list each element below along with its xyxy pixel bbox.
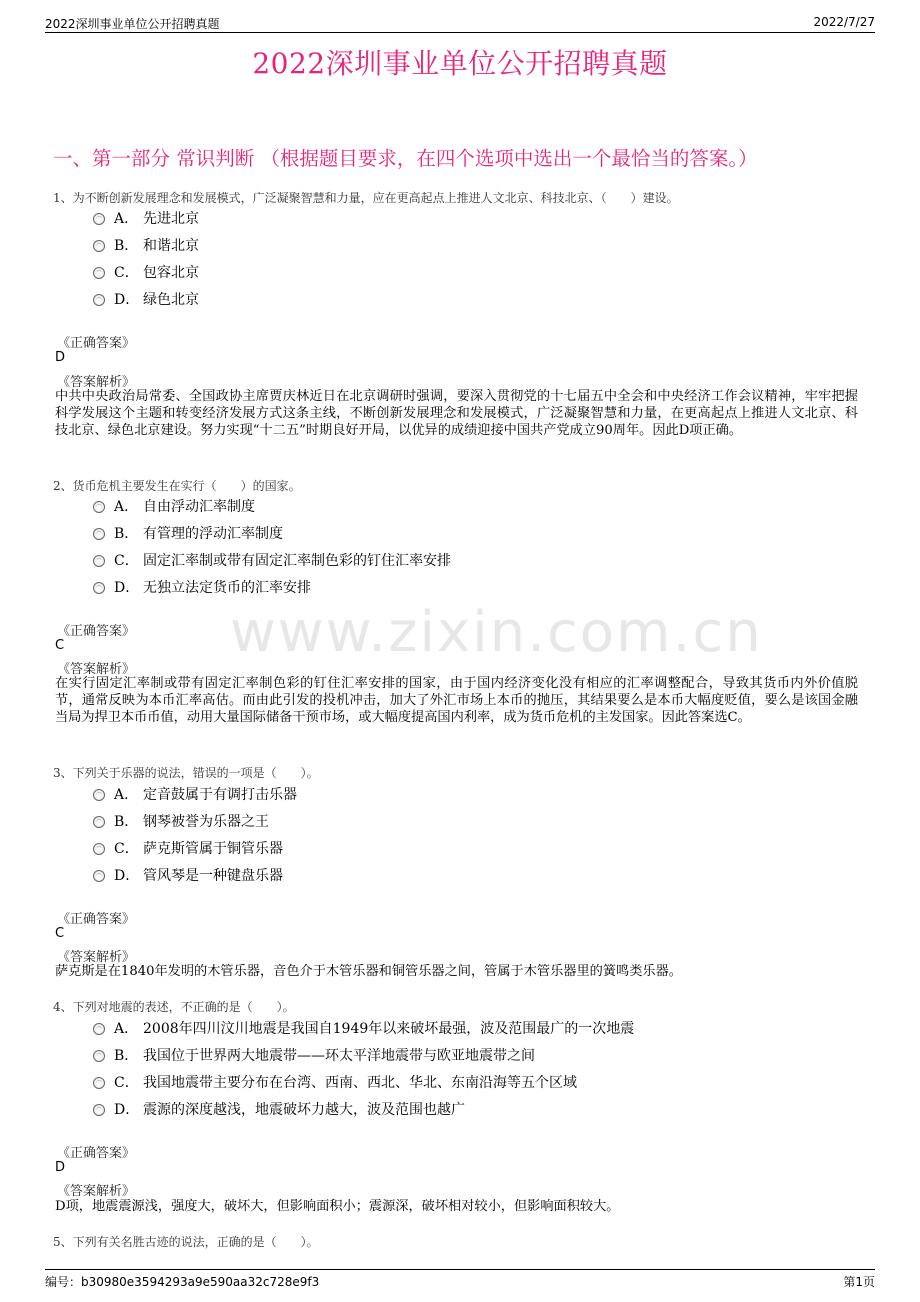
- option-text: 先进北京: [143, 211, 199, 227]
- option-text: 定音鼓属于有调打击乐器: [143, 787, 297, 803]
- question-2-analysis: 在实行固定汇率制或带有固定汇率制色彩的钉住汇率安排的国家，由于国内经济变化没有相应的汇率调整配合，导致其货币内外价值脱节，通常反映为本币汇率高估。而由此引发的投机冲击，加大了外汇市场上本币的抛压，其结果要么是本币大幅度贬值，要么是该国金融当局为捍卫本币币值，动用大量国际储备干预市场，或大幅度提高国内利率，成为货币危机的主发国家。因此答案选C。: [55, 676, 858, 725]
- answer-label: 《正确答案》: [57, 1146, 136, 1161]
- radio-icon[interactable]: [93, 843, 105, 855]
- question-3-analysis: 萨克斯是在1840年发明的木管乐器，音色介于木管乐器和铜管乐器之间，管属于木管乐器里的簧鸣类乐器。: [55, 964, 682, 979]
- question-2-text: 2、货币危机主要发生在实行（ ）的国家。: [53, 479, 301, 493]
- option-letter: D．: [114, 1102, 140, 1118]
- radio-icon[interactable]: [93, 267, 105, 279]
- option-letter: B．: [114, 814, 139, 830]
- option-text: 固定汇率制或带有固定汇率制色彩的钉住汇率安排: [143, 553, 451, 569]
- header-date: 2022/7/27: [813, 15, 875, 29]
- question-3-answer: C: [55, 926, 65, 941]
- analysis-label: 《答案解析》: [57, 662, 136, 677]
- document-id: 编号：b30980e3594293a9e590aa32c728e9f3: [45, 1275, 320, 1289]
- option-letter: B．: [114, 526, 139, 542]
- answer-label: 《正确答案》: [57, 912, 136, 927]
- analysis-label: 《答案解析》: [57, 1184, 136, 1199]
- option-text: 包容北京: [143, 265, 199, 281]
- option-letter: D．: [114, 868, 140, 884]
- header-doc-title: 2022深圳事业单位公开招聘真题: [45, 17, 220, 31]
- analysis-label: 《答案解析》: [57, 950, 136, 965]
- answer-label: 《正确答案》: [57, 624, 136, 639]
- radio-icon[interactable]: [93, 870, 105, 882]
- option-letter: B．: [114, 1048, 139, 1064]
- option-letter: B．: [114, 238, 139, 254]
- option-letter: C．: [114, 265, 139, 281]
- question-4-answer: D: [55, 1160, 66, 1175]
- section-heading: 一、第一部分 常识判断 （根据题目要求，在四个选项中选出一个最恰当的答案。）: [53, 147, 758, 170]
- radio-icon[interactable]: [93, 1023, 105, 1035]
- option-text: 自由浮动汇率制度: [143, 499, 255, 515]
- question-1-text: 1、为不断创新发展理念和发展模式，广泛凝聚智慧和力量，应在更高起点上推进人文北京、科技北京、（ ）建设。: [53, 191, 679, 205]
- radio-icon[interactable]: [93, 816, 105, 828]
- question-1-analysis: 中共中央政治局常委、全国政协主席贾庆林近日在北京调研时强调，要深入贯彻党的十七届五中全会和中央经济工作会议精神，牢牢把握科学发展这个主题和转变经济发展方式这条主线，不断创新发展理念和发展模式，广泛凝聚智慧和力量，在更高起点上推进人文北京、科技北京、绿色北京建设。努力实现“十二五”时期良好开局，以优异的成绩迎接中国共产党成立90周年。因此D项正确。: [55, 389, 858, 438]
- option-text: 管风琴是一种键盘乐器: [143, 868, 283, 884]
- option-letter: A．: [114, 499, 139, 515]
- question-2-answer: C: [55, 638, 65, 653]
- analysis-label: 《答案解析》: [57, 375, 136, 390]
- option-letter: A．: [114, 787, 139, 803]
- question-4-text: 4、下列对地震的表述，不正确的是（ ）。: [53, 1000, 295, 1014]
- option-letter: D．: [114, 292, 140, 308]
- option-letter: C．: [114, 841, 139, 857]
- page-footer: [45, 1269, 875, 1294]
- radio-icon[interactable]: [93, 555, 105, 567]
- answer-label: 《正确答案》: [57, 336, 136, 351]
- radio-icon[interactable]: [93, 1077, 105, 1089]
- document-title: 2022深圳事业单位公开招聘真题: [252, 47, 668, 80]
- watermark: www.zixin.com.cn: [230, 600, 763, 665]
- option-text: 和谐北京: [143, 238, 199, 254]
- radio-icon[interactable]: [93, 1104, 105, 1116]
- option-letter: C．: [114, 553, 139, 569]
- option-letter: A．: [114, 211, 139, 227]
- option-letter: A．: [114, 1021, 139, 1037]
- question-4-analysis: D项，地震震源浅，强度大，破坏大，但影响面积小；震源深，破坏相对较小，但影响面积较大。: [55, 1199, 620, 1214]
- page-number: 第1页: [843, 1275, 875, 1289]
- radio-icon[interactable]: [93, 582, 105, 594]
- page-header: [45, 12, 875, 33]
- radio-icon[interactable]: [93, 528, 105, 540]
- option-letter: C．: [114, 1075, 139, 1091]
- option-text: 绿色北京: [143, 292, 199, 308]
- radio-icon[interactable]: [93, 240, 105, 252]
- radio-icon[interactable]: [93, 501, 105, 513]
- option-letter: D．: [114, 580, 140, 596]
- option-text: 我国地震带主要分布在台湾、西南、西北、华北、东南沿海等五个区域: [143, 1075, 577, 1091]
- option-text: 2008年四川汶川地震是我国自1949年以来破坏最强，波及范围最广的一次地震: [143, 1021, 635, 1037]
- radio-icon[interactable]: [93, 213, 105, 225]
- option-text: 钢琴被誉为乐器之王: [143, 814, 269, 830]
- option-text: 我国位于世界两大地震带——环太平洋地震带与欧亚地震带之间: [143, 1048, 535, 1064]
- radio-icon[interactable]: [93, 789, 105, 801]
- question-1-answer: D: [55, 350, 66, 365]
- radio-icon[interactable]: [93, 294, 105, 306]
- question-5-text: 5、下列有关名胜古迹的说法，正确的是（ ）。: [53, 1235, 319, 1249]
- question-3-text: 3、下列关于乐器的说法，错误的一项是（ ）。: [53, 766, 319, 780]
- option-text: 有管理的浮动汇率制度: [143, 526, 283, 542]
- option-text: 萨克斯管属于铜管乐器: [143, 841, 283, 857]
- option-text: 震源的深度越浅，地震破坏力越大，波及范围也越广: [143, 1102, 465, 1118]
- option-text: 无独立法定货币的汇率安排: [143, 580, 311, 596]
- radio-icon[interactable]: [93, 1050, 105, 1062]
